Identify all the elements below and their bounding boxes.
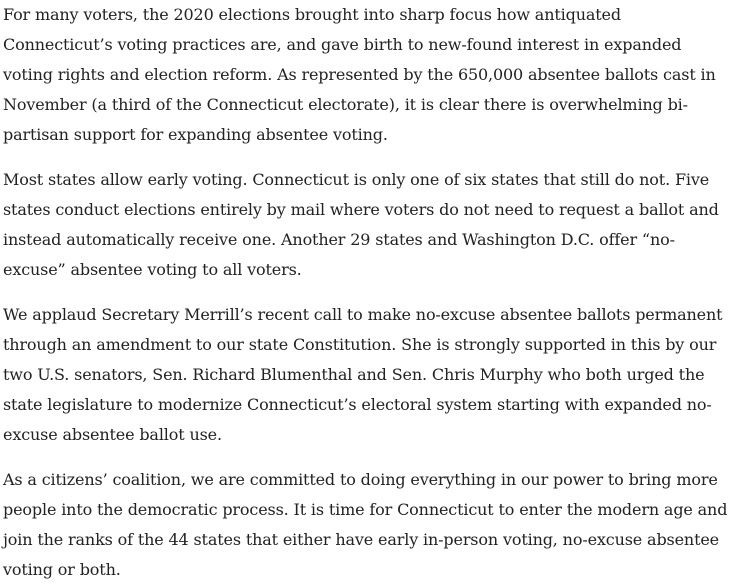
article-paragraph: We applaud Secretary Merrill’s recent call to make no-excuse absentee ballots permanent through an amendment to our state Constitution. She is strongly supported in this by our two U.S. senators, Sen. Richard Blumenthal and Sen. Chris Murphy who both urged the state legislature to modernize Connecticut’s electoral system starting with expanded no-excuse absentee ballot use.: [3, 305, 723, 444]
article-paragraph: For many voters, the 2020 elections brought into sharp focus how antiquated Connecticut’s voting practices are, and gave birth to new-found interest in expanded voting rights and election reform. As represented by the 650,000 absentee ballots cast in November (a third of the Connecticut electorate), it is clear there is overwhelming bi-partisan support for expanding absentee voting.: [3, 5, 716, 144]
article-paragraph: Most states allow early voting. Connecticut is only one of six states that still do not. Five states conduct elections entirely by mail where voters do not need to request a ballot and instead automatically receive one. Another 29 states and Washington D.C. offer “no-excuse” absentee voting to all voters.: [3, 170, 719, 279]
article-paragraph: As a citizens’ coalition, we are committed to doing everything in our power to bring more people into the democratic process. It is time for Connecticut to enter the modern age and join the ranks of the 44 states that either have early in-person voting, no-excuse absentee voting or both.: [3, 470, 728, 579]
